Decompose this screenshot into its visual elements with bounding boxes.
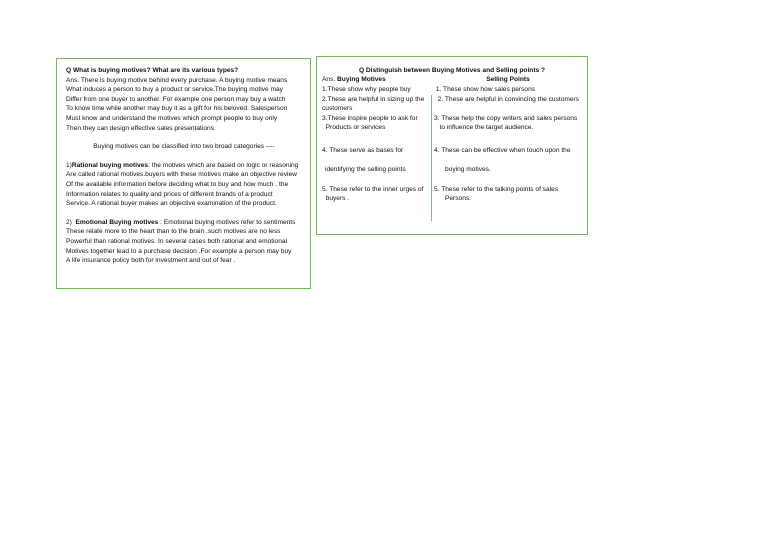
emotional-line: Motives together lead to a purchase decision .For example a person may buy <box>66 247 292 255</box>
rational-first-rest: : the motives which are based on logic or reasoning <box>148 161 299 169</box>
buying-motives-answer-box <box>56 58 311 289</box>
buying-header-label: Buying Motives <box>337 76 386 83</box>
emotional-prefix: 2) <box>66 218 76 226</box>
selling-point: to influence the target audience. <box>434 124 534 131</box>
answer-line: Then they can design effective sales presentations. <box>66 124 216 132</box>
emotional-first-rest: : Emotional buying motives refer to sentiments <box>158 218 296 226</box>
selling-points-header: Selling Points <box>486 76 530 83</box>
rational-prefix: 1) <box>66 161 72 169</box>
buying-point: Products or services <box>322 124 386 131</box>
buying-point: identifying the selling points <box>325 166 406 173</box>
selling-point: Persons. <box>434 195 472 202</box>
rational-line: Service. A rational buyer makes an objective examination of the product. <box>66 200 277 208</box>
question-title: Q Distinguish between Buying Motives and Selling points ? <box>358 67 546 74</box>
selling-point: 4. These can be effective when touch upon the <box>434 147 571 154</box>
selling-point: buying motives. <box>445 166 491 173</box>
selling-point: 2. These are helpful in convincing the customers <box>434 96 580 103</box>
emotional-line: A life insurance policy both for investment and out of fear . <box>66 257 236 265</box>
rational-first-line <box>66 161 302 171</box>
selling-point: 3. These help the copy writers and sales persons <box>434 115 578 122</box>
rational-line: Of the available information before deciding what to buy and how much . the <box>66 180 289 188</box>
ans-prefix: Ans. <box>322 76 338 83</box>
buying-point: 3.These inspire people to ask for <box>322 115 418 122</box>
selling-point: 5. These refer to the talking points of sales <box>434 186 559 193</box>
buying-point: 5. These refer to the inner urges of <box>322 186 424 193</box>
emotional-first-line <box>66 218 302 228</box>
answer-line: Must know and understand the motives which prompt people to buy only <box>66 114 278 122</box>
answer-line: Ans. There is buying motive behind every purchase. A buying motive means <box>66 76 288 84</box>
buying-motives-header <box>322 75 386 85</box>
buying-point: customers <box>322 105 353 112</box>
column-divider <box>431 95 432 221</box>
question-title: Q What is buying motives? What are its various types? <box>66 67 239 74</box>
answer-line: Differ from one buyer to another. For example one person may buy a watch <box>66 95 286 103</box>
selling-point: 1. These show how sales persons <box>434 86 536 93</box>
emotional-heading: Emotional Buying motives <box>75 218 159 226</box>
distinguish-box <box>316 56 588 235</box>
rational-line: Are called rational motives.buyers with these motives make an objective review <box>66 171 297 179</box>
emotional-line: These relate more to the heart than to the brain .such motives are no less <box>66 228 281 236</box>
buying-point: buyers . <box>322 195 350 202</box>
buying-point: 4. These serve as bases for <box>322 147 404 154</box>
answer-line: What induces a person to buy a product or service.The buying motive may <box>66 86 283 94</box>
classified-line: Buying motives can be classified into two broad categories ---- <box>93 143 275 151</box>
rational-line: Information relates to quality and prices of different brands of a product <box>66 190 273 198</box>
buying-point: 1.These show why people buy <box>322 86 411 93</box>
emotional-line: Powerful than rational motives. In several cases both rational and emotional <box>66 237 288 245</box>
rational-heading: Rational buying motives <box>71 161 149 169</box>
buying-point: 2.These are helpful in sizing up the <box>322 96 425 103</box>
answer-line: To know time while another may buy it as a gift for his beloved. Salesperson <box>66 105 288 113</box>
